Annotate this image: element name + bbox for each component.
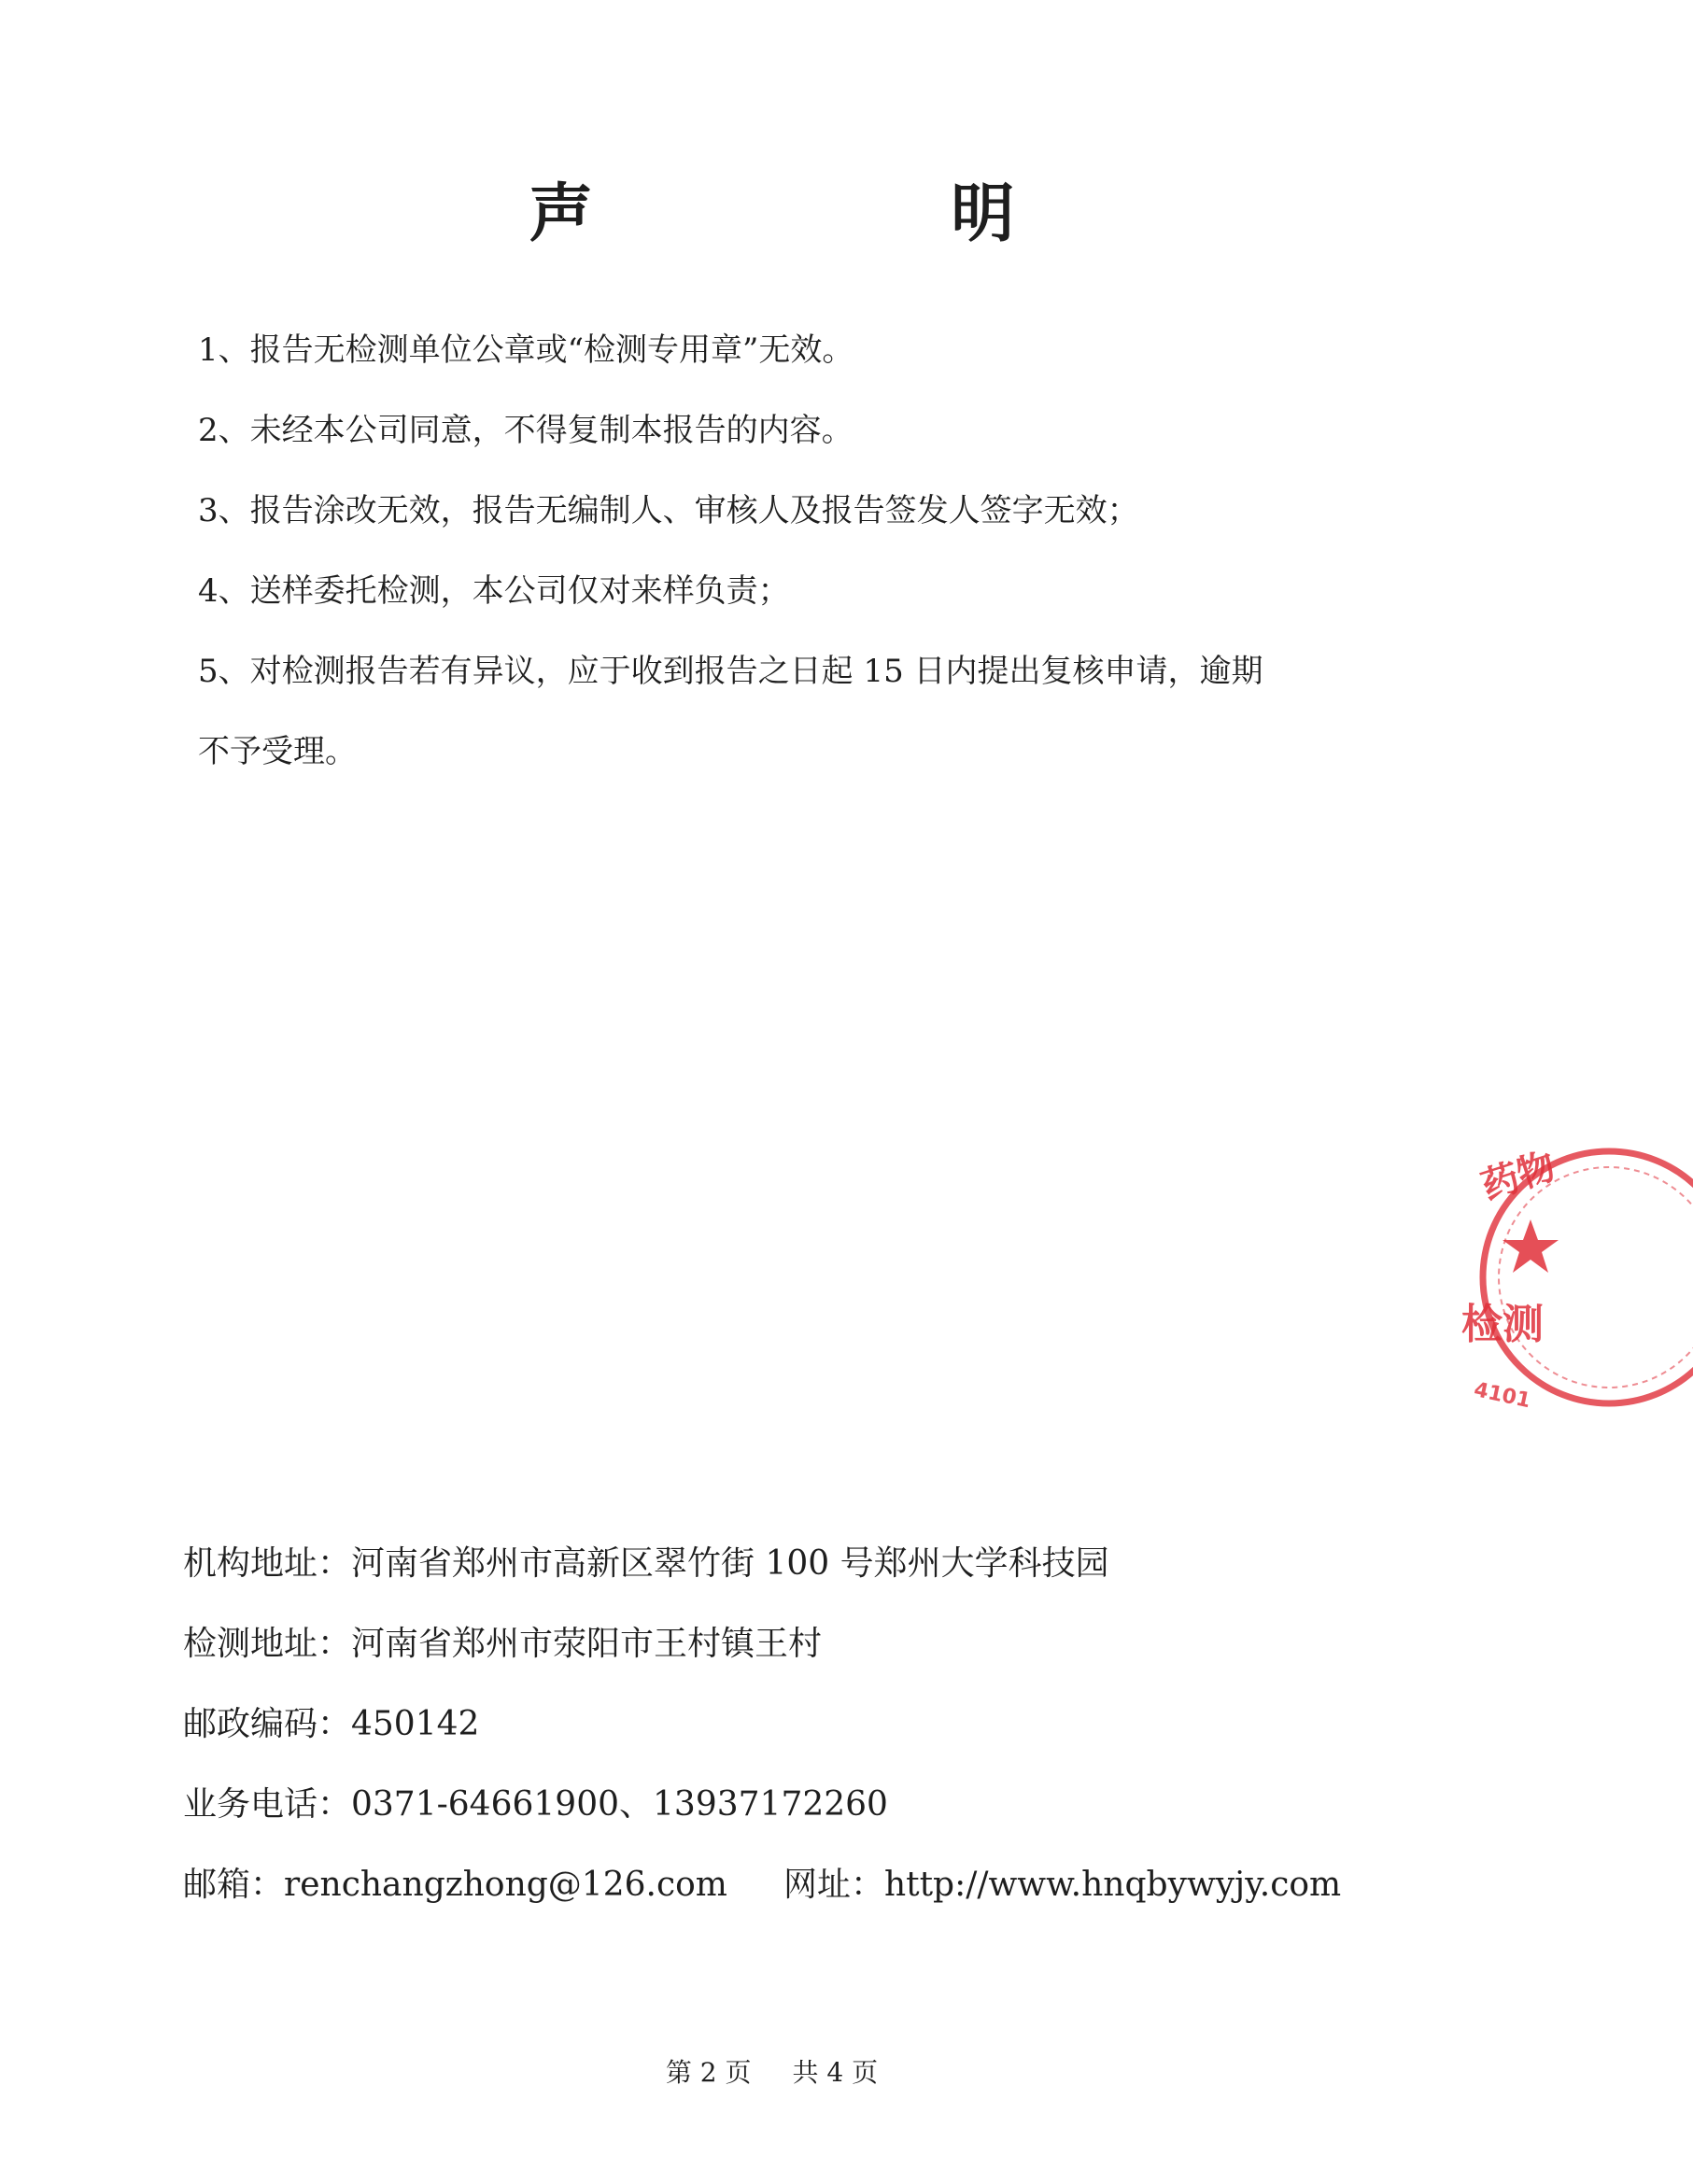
email-website-row [183, 1845, 1416, 1925]
postcode: 邮政编码：450142 [183, 1705, 480, 1743]
clause-4: 4、送样委托检测，本公司仅对来样负责； [198, 572, 790, 610]
org-address: 机构地址：河南省郑州市高新区翠竹街 100 号郑州大学科技园 [183, 1544, 1109, 1583]
clause-5 [198, 631, 1393, 792]
phone: 业务电话：0371-64661900、13937172260 [183, 1785, 888, 1824]
seal-text-bottom: 检测 [1461, 1301, 1544, 1348]
page-current: 第 2 页 [665, 2057, 752, 2088]
page-number [0, 2052, 1544, 2090]
clause-3: 3、报告涂改无效，报告无编制人、审核人及报告签发人签字无效； [198, 492, 1139, 529]
page-title: 声 明 [529, 176, 1183, 251]
clause-5-line-1: 5、对检测报告若有异议，应于收到报告之日起 15 日内提出复核申请，逾期 [198, 653, 1263, 690]
clause-2: 2、未经本公司同意，不得复制本报告的内容。 [198, 412, 854, 449]
seal-text-top: 药物 [1475, 1144, 1561, 1209]
email: 邮箱：renchangzhong@126.com [183, 1866, 727, 1904]
contact-info [183, 1524, 1416, 1925]
seal-inner-ring [1499, 1167, 1693, 1388]
seal-star-icon [1503, 1219, 1559, 1273]
test-address: 检测地址：河南省郑州市荥阳市王村镇王村 [183, 1625, 823, 1663]
seal-code: 4101 [1472, 1378, 1533, 1414]
clause-5-line-2: 不予受理。 [198, 733, 357, 770]
declaration-clauses [198, 310, 1393, 792]
page-total: 共 4 页 [792, 2057, 879, 2088]
website: 网址：http://www.hnqbywyjy.com [783, 1866, 1342, 1904]
clause-1: 1、报告无检测单位公章或“检测专用章”无效。 [198, 331, 854, 369]
seal-stamp [1461, 1119, 1693, 1436]
